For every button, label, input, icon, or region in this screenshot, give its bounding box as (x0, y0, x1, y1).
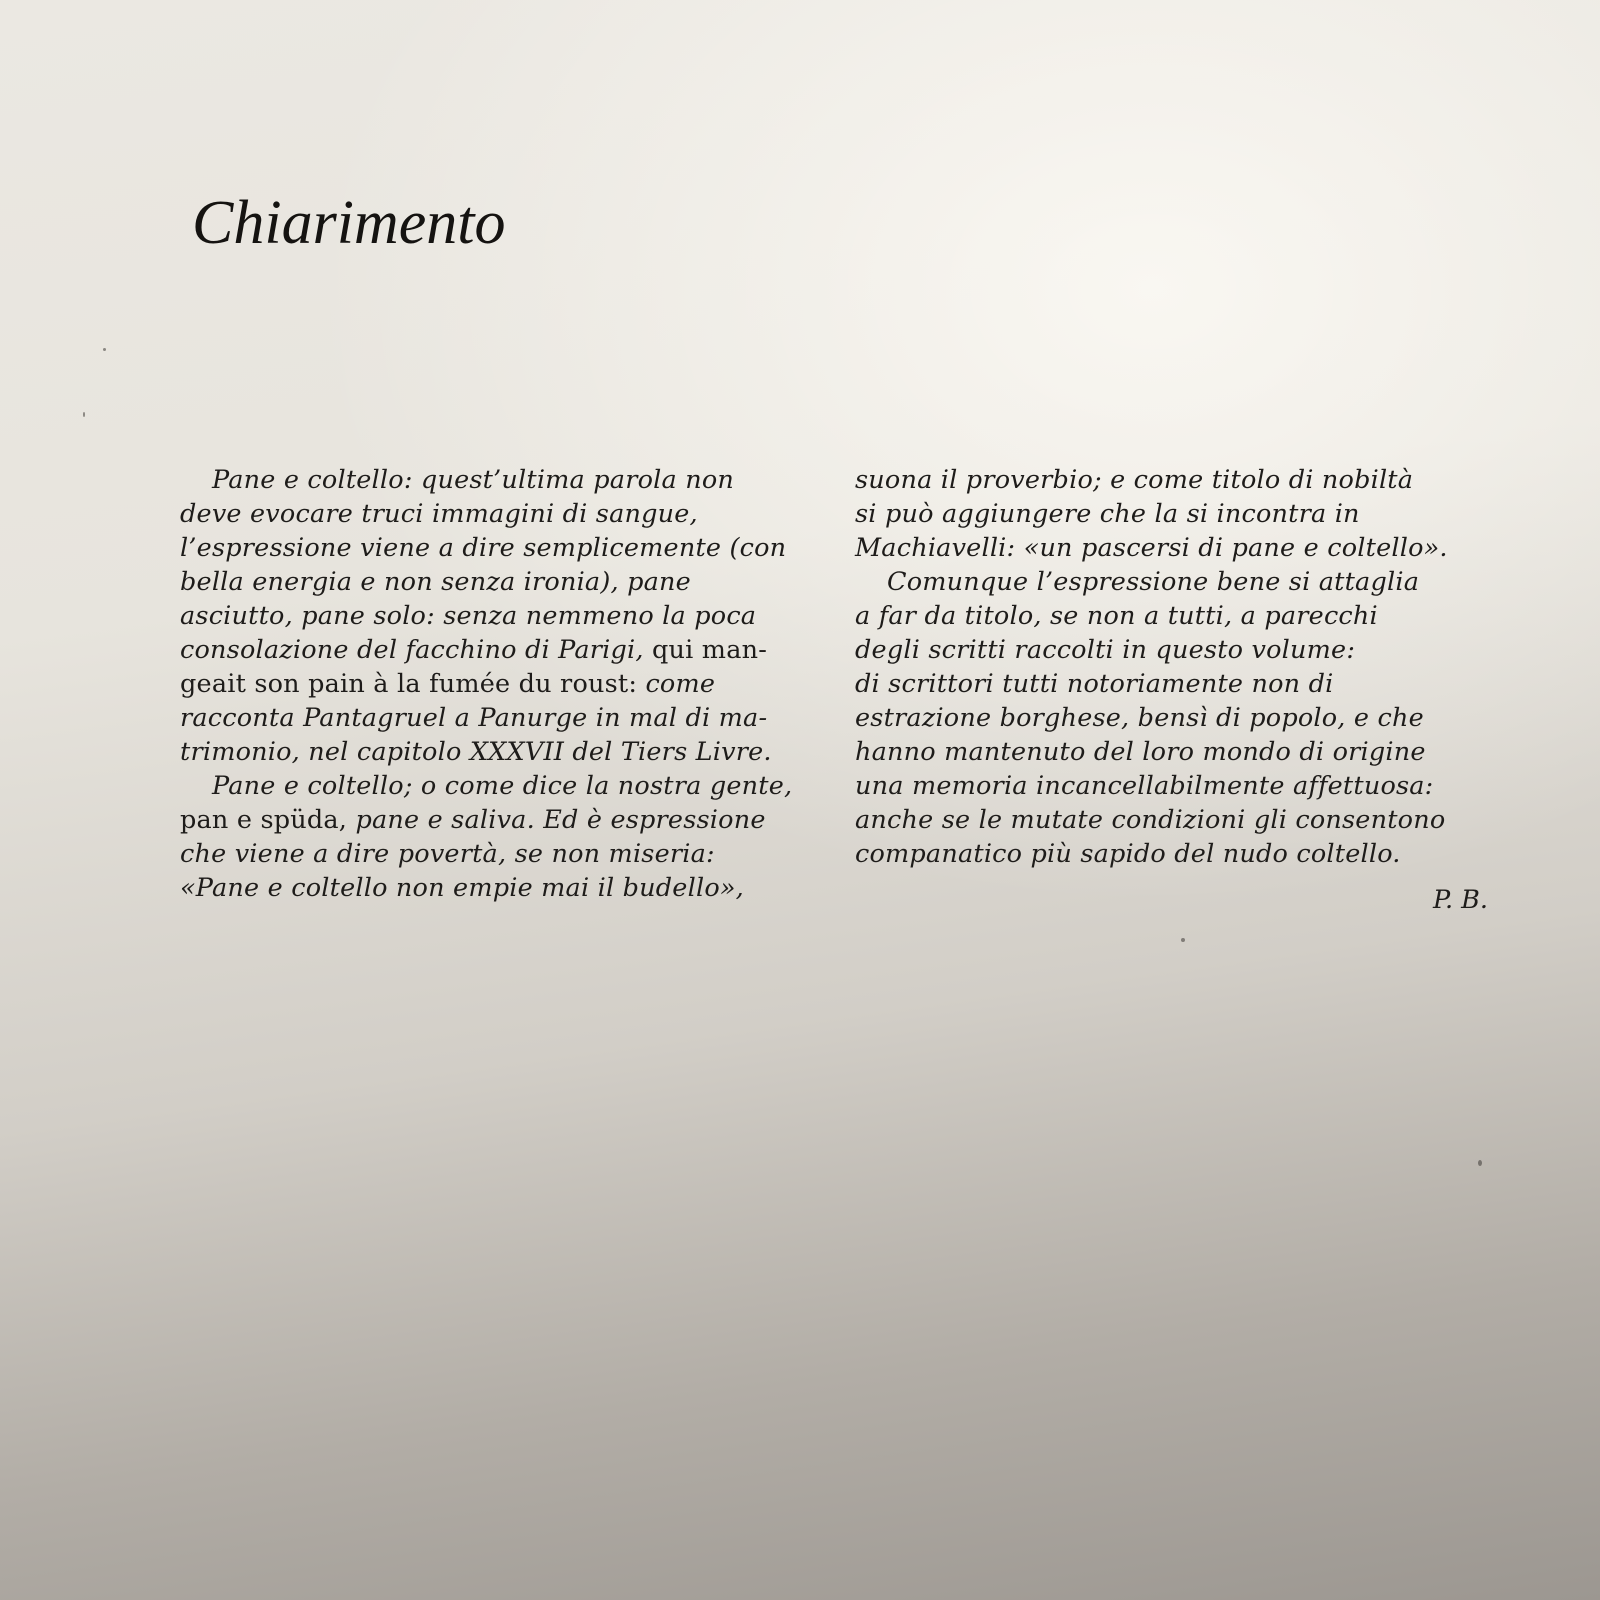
text-line (855, 497, 1495, 531)
text-line (855, 531, 1495, 565)
text-line (180, 871, 820, 905)
text-line (180, 531, 820, 565)
text-line (180, 599, 820, 633)
text-line (855, 701, 1495, 735)
text-segment: si può aggiungere che la si incontra in (855, 499, 1360, 529)
text-segment: deve evocare truci immagini di sangue, (180, 499, 698, 529)
text-segment: pan e spüda, (180, 805, 356, 835)
text-segment: una memoria incancellabilmente affettuosa: (855, 771, 1434, 801)
text-segment: consolazione del facchino di Parigi, (180, 635, 652, 665)
paper-speck (1478, 1160, 1482, 1166)
text-line (180, 769, 820, 803)
text-line (855, 599, 1495, 633)
text-line (855, 769, 1495, 803)
text-segment: hanno mantenuto del loro mondo di origine (855, 737, 1426, 767)
text-line (855, 463, 1495, 497)
text-line (180, 701, 820, 735)
text-line (180, 735, 820, 769)
author-initials: P. B. (1432, 885, 1488, 915)
text-line (180, 667, 820, 701)
text-segment: trimonio, nel capitolo XXXVII del Tiers Livre. (180, 737, 772, 767)
text-line (855, 735, 1495, 769)
page-title: Chiarimento (192, 189, 506, 257)
text-line (855, 803, 1495, 837)
text-segment: companatico più sapido del nudo coltello. (855, 839, 1401, 869)
text-segment: asciutto, pane solo: senza nemmeno la poca (180, 601, 757, 631)
text-segment: Comunque l’espressione bene si attaglia (887, 567, 1420, 597)
text-segment: estrazione borghese, bensì di popolo, e che (855, 703, 1424, 733)
text-line (180, 497, 820, 531)
text-line (180, 837, 820, 871)
text-line (855, 667, 1495, 701)
text-segment: bella energia e non senza ironia), pane (180, 567, 691, 597)
paper-speck (1181, 938, 1185, 942)
text-line (855, 837, 1495, 871)
text-line (180, 633, 820, 667)
text-line (180, 463, 820, 497)
text-segment: Pane e coltello; o come dice la nostra gente, (212, 771, 793, 801)
text-segment: pane e saliva. Ed è espressione (355, 805, 766, 835)
text-segment: come (645, 669, 716, 699)
text-line (180, 565, 820, 599)
text-segment: Pane e coltello: quest’ultima parola non (212, 465, 734, 495)
text-line (855, 565, 1495, 599)
text-segment: qui man- (652, 635, 768, 665)
paper-speck (103, 348, 106, 351)
right-text-column (855, 463, 1495, 871)
text-segment: di scrittori tutti notoriamente non di (855, 669, 1334, 699)
paper-speck (83, 412, 85, 417)
text-segment: a far da titolo, se non a tutti, a parecchi (855, 601, 1378, 631)
text-segment: suona il proverbio; e come titolo di nobiltà (855, 465, 1414, 495)
text-segment: «Pane e coltello non empie mai il budello», (180, 873, 744, 903)
text-segment: Machiavelli: «un pascersi di pane e coltello». (855, 533, 1448, 563)
text-line (855, 633, 1495, 667)
left-text-column (180, 463, 820, 905)
text-segment: racconta Pantagruel a Panurge in mal di ma- (180, 703, 768, 733)
text-segment: l’espressione viene a dire semplicemente (con (180, 533, 787, 563)
text-segment: che viene a dire povertà, se non miseria: (180, 839, 715, 869)
text-segment: anche se le mutate condizioni gli consentono (855, 805, 1446, 835)
text-line (180, 803, 820, 837)
text-segment: degli scritti raccolti in questo volume: (855, 635, 1356, 665)
text-segment: geait son pain à la fumée du roust: (180, 669, 646, 699)
